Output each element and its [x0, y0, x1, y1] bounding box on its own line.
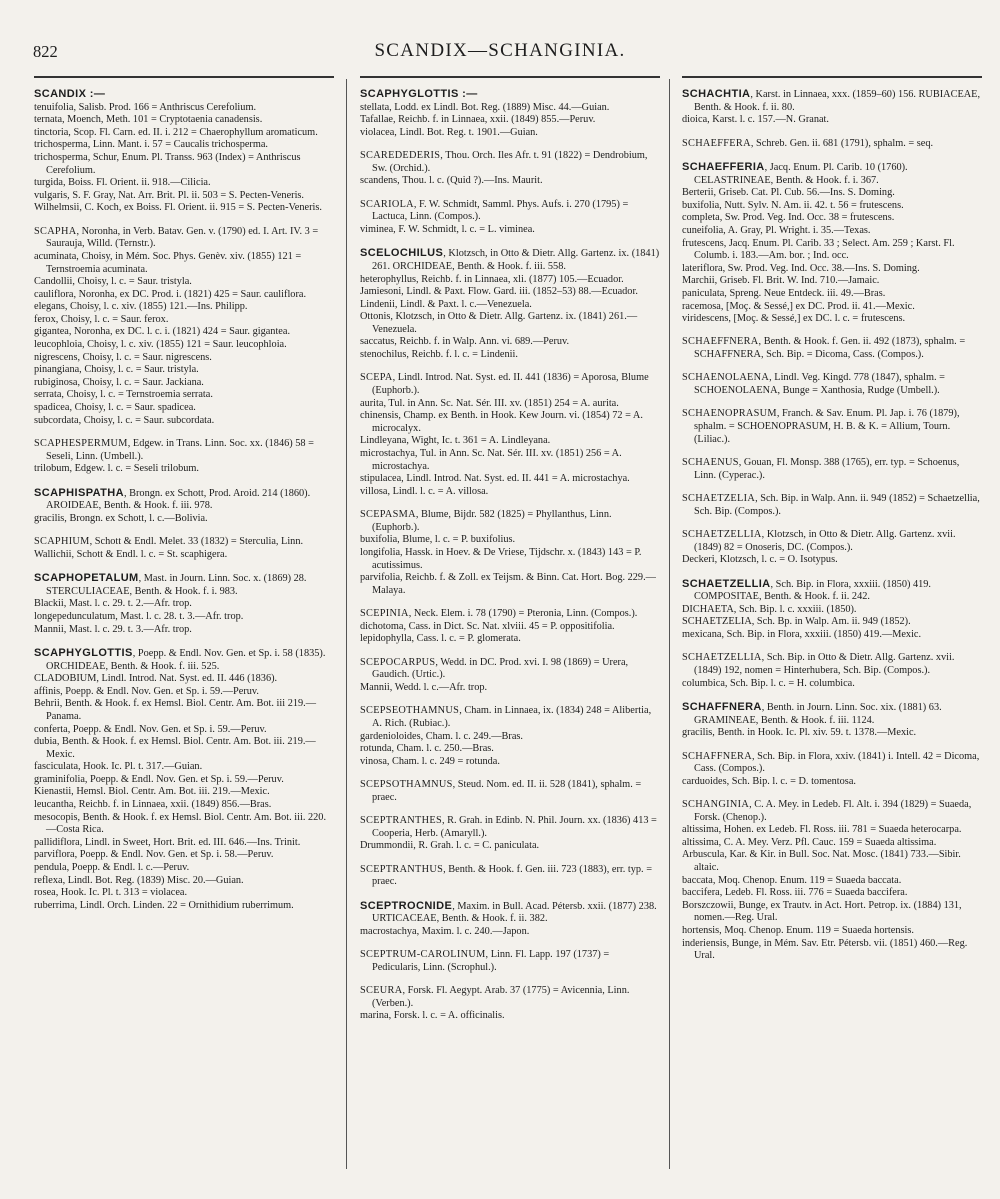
column-2	[360, 88, 660, 1034]
species-line: buxifolia, Nutt. Sylv. N. Am. ii. 42. t. 56 = frutescens.	[682, 199, 904, 211]
species-line: ferox, Choisy, l. c. = Saur. ferox.	[34, 313, 169, 325]
entry-citation: , Cham. in Linnaea, ix. (1834) 248 = Alibertia, A. Rich. (Rubiac.).	[372, 705, 652, 729]
entry-headword: SCANDIX :—	[34, 88, 106, 100]
entry-headword: SCHAEFFNERA	[682, 336, 759, 348]
entry-head	[682, 700, 982, 727]
species-line: gigantea, Noronha, ex DC. l. c. i. (1821) 424 = Saur. gigantea.	[34, 326, 291, 338]
species-line: serrata, Choisy, l. c. = Ternstroemia serrata.	[34, 389, 213, 401]
entry-citation: , C. A. Mey. in Ledeb. Fl. Alt. i. 394 (1829) = Suaeda, Forsk. (Chenop.).	[694, 799, 972, 823]
species-line: marina, Forsk. l. c. = A. officinalis.	[360, 1010, 505, 1022]
species-line: trichosperma, Schur, Enum. Pl. Transs. 963 (Index) = Anthriscus Cerefolium.	[34, 151, 301, 176]
entry-head	[682, 750, 982, 776]
entry-head	[682, 336, 982, 361]
entry-head	[682, 799, 982, 824]
dictionary-entry	[360, 815, 660, 853]
species-line: altissima, Hohen. ex Ledeb. Fl. Ross. iii. 781 = Suaeda heterocarpa.	[682, 824, 962, 836]
species-line: rosea, Hook. Ic. Pl. t. 313 = violacea.	[34, 887, 188, 899]
running-head: SCANDIX—SCHANGINIA.	[374, 40, 626, 61]
entry-headword: SCEPSOTHAMNUS	[360, 779, 453, 791]
entry-head	[682, 408, 982, 446]
header-rule-right	[682, 76, 982, 78]
species-line: violacea, Lindl. Bot. Reg. t. 1901.—Guian.	[360, 126, 538, 138]
species-line: lepidophylla, Cass. l. c. = P. glomerata.	[360, 633, 521, 645]
entry-headword: SCAPHYGLOTTIS	[34, 646, 133, 659]
entry-citation: , Noronha, in Verb. Batav. Gen. v. (1790) ed. I. Art. IV. 3 = Saurauja, Willd. (Ternstr.).	[46, 225, 319, 250]
species-line: dichotoma, Cass. in Dict. Sc. Nat. xlviii. 45 = P. oppositifolia.	[360, 620, 615, 632]
species-line: cuneifolia, A. Gray, Pl. Wright. i. 35.—Texas.	[682, 224, 871, 236]
species-line: Deckeri, Klotzsch, l. c. = O. Isotypus.	[682, 554, 838, 566]
dictionary-entry	[360, 608, 660, 646]
entry-citation: , Benth. & Hook. f. Gen. ii. 492 (1873), sphalm. = SCHAFFNERA, Sch. Bip. = Dicoma, Cass. (Compos.).	[694, 336, 966, 361]
entry-head	[360, 150, 660, 175]
dictionary-entry	[360, 247, 660, 361]
dictionary-entry	[34, 536, 334, 561]
entry-citation: , Forsk. Fl. Aegypt. Arab. 37 (1775) = Avicennia, Linn. (Verben.).	[372, 985, 630, 1009]
species-line: conferta, Poepp. & Endl. Nov. Gen. et Sp. i. 59.—Peruv.	[34, 723, 267, 735]
species-line: Lindleyana, Wight, Ic. t. 361 = A. Lindleyana.	[360, 435, 551, 447]
entry-headword: SCAPHA	[34, 225, 77, 237]
species-line: Blackii, Mast. l. c. 29. t. 2.—Afr. trop.	[34, 598, 192, 610]
page-header	[0, 38, 1000, 68]
entry-headword: SCAPHYGLOTTIS :—	[360, 88, 478, 100]
dictionary-entry	[34, 647, 334, 912]
entry-citation: , Lindl. Veg. Kingd. 778 (1847), sphalm. = SCHOENOLAENA, Bunge = Xanthosia, Rudge (Umbell.).	[694, 372, 945, 397]
entry-citation: , Sch. Bip. in Flora, xxxiii. (1850) 419. COMPOSITAE, Benth. & Hook. f. ii. 242.	[694, 578, 931, 603]
entry-headword: SCELOCHILUS	[360, 247, 444, 260]
entry-head	[360, 656, 660, 682]
species-line: Jamiesoni, Lindl. & Paxt. Flow. Gard. iii. (1852–53) 88.—Ecuador.	[360, 286, 638, 298]
species-line: buxifolia, Blume, l. c. = P. buxifolius.	[360, 534, 516, 546]
entry-citation: , R. Grah. in Edinb. N. Phil. Journ. xx. (1836) 413 = Cooperia, Herb. (Amaryll.).	[372, 815, 657, 839]
entry-head	[682, 137, 982, 151]
species-line: mesocopis, Benth. & Hook. f. ex Hemsl. Biol. Centr. Am. Bot. iii. 220.—Costa Rica.	[34, 811, 327, 836]
species-line: Candollii, Choisy, l. c. = Saur. tristyla.	[34, 276, 192, 288]
dictionary-entry	[360, 900, 660, 939]
dictionary-entry	[682, 161, 982, 326]
species-line: macrostachya, Maxim. l. c. 240.—Japon.	[360, 925, 530, 937]
species-line: chinensis, Champ. ex Benth. in Hook. Kew Journ. vi. (1854) 72 = A. microcalyx.	[360, 410, 643, 434]
entry-headword: SCAPHESPERMUM	[34, 438, 128, 450]
species-line: ternata, Moench, Meth. 101 = Cryptotaenia canadensis.	[34, 114, 263, 126]
entry-citation: , Klotzsch, in Otto & Dietr. Allg. Gartenz. ix. (1841) 261. ORCHIDEAE, Benth. & Hook. f. iii. 558.	[372, 248, 660, 272]
column-divider	[346, 79, 347, 1169]
entry-headword: SCHAETZELLIA	[682, 652, 762, 664]
entry-citation: , Poepp. & Endl. Nov. Gen. et Sp. i. 58 (1835). ORCHIDEAE, Benth. & Hook. f. iii. 525.	[46, 647, 326, 672]
entry-citation: , F. W. Schmidt, Samml. Phys. Aufs. i. 270 (1795) = Lactuca, Linn. (Compos.).	[372, 198, 629, 223]
dictionary-entry	[682, 88, 982, 127]
entry-headword: SCHANGINIA	[682, 799, 750, 811]
species-line: pinangiana, Choisy, l. c. = Saur. tristyla.	[34, 364, 199, 376]
entry-citation: , Lindl. Introd. Nat. Syst. ed. II. 441 (1836) = Aporosa, Blume (Euphorb.).	[372, 372, 649, 397]
species-line: baccata, Moq. Chenop. Enum. 119 = Suaeda baccata.	[682, 874, 902, 886]
species-line: tenuifolia, Salisb. Prod. 166 = Anthriscus Cerefolium.	[34, 101, 257, 113]
entry-head	[34, 88, 334, 102]
species-line: pendula, Poepp. & Endl. l. c.—Peruv.	[34, 862, 190, 874]
entry-citation: , Brongn. ex Schott, Prod. Aroid. 214 (1860). AROIDEAE, Benth. & Hook. f. iii. 978.	[46, 487, 311, 512]
entry-headword: SCAPHIUM	[34, 536, 90, 548]
column-1	[34, 88, 334, 923]
species-line: viridescens, [Moç. & Sessé,] ex DC. l. c. = frutescens.	[682, 313, 906, 325]
species-line: ruberrima, Lindl. Orch. Linden. 22 = Ornithidium ruberrimum.	[34, 899, 294, 911]
species-line: Wallichii, Schott & Endl. l. c. = St. scaphigera.	[34, 548, 228, 560]
species-line: baccifera, Ledeb. Fl. Ross. iii. 776 = Suaeda baccifera.	[682, 887, 908, 899]
entry-head	[682, 493, 982, 518]
entry-headword: SCEPTRANTHUS	[360, 863, 444, 875]
header-rule-left	[34, 76, 334, 78]
dictionary-entry	[682, 336, 982, 361]
entry-headword: SCEPASMA	[360, 509, 416, 521]
entry-head	[360, 198, 660, 224]
entry-citation: , Gouan, Fl. Monsp. 388 (1765), err. typ. = Schoenus, Linn. (Cyperac.).	[694, 457, 960, 481]
column-divider	[669, 79, 670, 1169]
species-line: elegans, Choisy, l. c. xiv. (1855) 121.—Ins. Philipp.	[34, 301, 248, 313]
species-line: Ottonis, Klotzsch, in Otto & Dietr. Allg. Gartenz. ix. (1841) 261.—Venezuela.	[360, 311, 638, 335]
dictionary-entry	[682, 138, 982, 151]
dictionary-entry	[360, 779, 660, 804]
entry-headword: SCHAENOPRASUM	[682, 408, 777, 420]
entry-citation: , Thou. Orch. Iles Afr. t. 91 (1822) = Dendrobium, Sw. (Orchid.).	[372, 150, 648, 174]
entry-citation: , Blume, Bijdr. 582 (1825) = Phyllanthus, Linn. (Euphorb.).	[372, 509, 612, 533]
entry-head	[34, 486, 334, 513]
species-line: inderiensis, Bunge, in Mém. Sav. Etr. Pétersb. vii. (1851) 460.—Reg. Ural.	[682, 937, 968, 962]
entry-headword: SCHAEFFERA	[682, 137, 751, 149]
species-line: longepedunculatum, Mast. l. c. 28. t. 3.—Afr. trop.	[34, 610, 244, 622]
species-line: nigrescens, Choisy, l. c. = Saur. nigrescens.	[34, 351, 212, 363]
species-line: CLADOBIUM, Lindl. Introd. Nat. Syst. ed. II. 446 (1836).	[34, 673, 278, 685]
species-line: scandens, Thou. l. c. (Quid ?).—Ins. Maurit.	[360, 175, 543, 187]
dictionary-entry	[34, 572, 334, 636]
entry-headword: SCEPA	[360, 372, 393, 384]
entry-headword: SCEPTRANTHES	[360, 815, 442, 827]
entry-headword: SCEPTRUM-CAROLINUM	[360, 949, 486, 961]
species-line: gracilis, Brongn. ex Schott, l. c.—Bolivia.	[34, 512, 208, 524]
entry-headword: SCHAENUS	[682, 457, 739, 469]
dictionary-entry	[682, 751, 982, 789]
entry-headword: SCHAENOLAENA	[682, 372, 770, 384]
entry-headword: SCHAETZELLIA	[682, 529, 762, 540]
species-line: lateriflora, Sw. Prod. Veg. Ind. Occ. 38.—Ins. S. Doming.	[682, 262, 920, 274]
species-line: Borszczowii, Bunge, ex Trautv. in Act. Hort. Petrop. ix. (1884) 131, nomen.—Reg. Ural.	[682, 899, 962, 924]
species-line: rotunda, Cham. l. c. 250.—Bras.	[360, 743, 494, 755]
species-line: affinis, Poepp. & Endl. Nov. Gen. et Sp. i. 59.—Peruv.	[34, 685, 259, 697]
species-line: fasciculata, Hook. Ic. Pl. t. 317.—Guian.	[34, 761, 203, 773]
entry-head	[360, 863, 660, 889]
species-line: acuminata, Choisy, in Mém. Soc. Phys. Genèv. xiv. (1855) 121 = Ternstroemia acuminata.	[34, 250, 302, 275]
dictionary-entry	[34, 226, 334, 428]
entry-headword: SCHAFFNERA	[682, 700, 762, 713]
species-line: saccatus, Reichb. f. in Walp. Ann. vi. 689.—Peruv.	[360, 336, 570, 348]
column-3	[682, 88, 982, 974]
entry-citation: , Sch. Bip. in Walp. Ann. ii. 949 (1852) = Schaetzellia, Sch. Bip. (Compos.).	[694, 493, 980, 517]
header-rule-middle	[360, 76, 660, 78]
species-line: Berterii, Griseb. Cat. Pl. Cub. 56.—Ins. S. Doming.	[682, 187, 895, 199]
entry-headword: SCHAFFNERA	[682, 750, 752, 762]
species-line: altissima, C. A. Mey. Verz. Pfl. Cauc. 159 = Suaeda altissima.	[682, 836, 937, 848]
entry-citation: , Neck. Elem. i. 78 (1790) = Pteronia, Linn. (Compos.).	[408, 608, 638, 620]
species-line: Behrii, Benth. & Hook. f. ex Hemsl. Biol. Centr. Am. Bot. iii 219.—Panama.	[34, 698, 317, 722]
entry-head	[360, 899, 660, 926]
entry-head	[360, 509, 660, 534]
dictionary-entry	[360, 150, 660, 188]
entry-head	[682, 652, 982, 677]
species-line: Wilhelmsii, C. Koch, ex Boiss. Fl. Orient. ii. 915 = S. Pecten-Veneris.	[34, 202, 322, 214]
dictionary-entry	[682, 578, 982, 642]
species-line: gracilis, Benth. in Hook. Ic. Pl. xiv. 59. t. 1378.—Mexic.	[682, 727, 917, 739]
dictionary-entry	[360, 199, 660, 237]
species-line: trilobum, Edgew. l. c. = Seseli trilobum.	[34, 463, 200, 475]
entry-headword: SCEPINIA	[360, 608, 409, 620]
dictionary-entry	[360, 657, 660, 695]
species-line: mexicana, Sch. Bip. in Flora, xxxiii. (1850) 419.—Mexic.	[682, 628, 922, 640]
species-line: hortensis, Moq. Chenop. Enum. 119 = Suaeda hortensis.	[682, 925, 914, 937]
species-line: trichosperma, Linn. Mant. i. 57 = Caucalis trichosperma.	[34, 139, 268, 151]
entry-head	[682, 577, 982, 604]
entry-citation: , Maxim. in Bull. Acad. Pétersb. xxii. (1877) 238. URTICACEAE, Benth. & Hook. f. ii. 382.	[372, 900, 657, 925]
species-line: completa, Sw. Prod. Veg. Ind. Occ. 38 = frutescens.	[682, 212, 895, 224]
dictionary-entry	[34, 438, 334, 476]
entry-citation: , Mast. in Journ. Linn. Soc. x. (1869) 28. STERCULIACEAE, Benth. & Hook. f. i. 983.	[46, 573, 307, 597]
entry-citation: , Franch. & Sav. Enum. Pl. Jap. i. 76 (1879), sphalm. = SCHOENOPRASUM, H. B. & K. = Allium, Tourn. (Liliac.).	[694, 408, 960, 445]
species-line: dubia, Benth. & Hook. f. ex Hemsl. Biol. Centr. Am. Bot. iii. 219.—Mexic.	[34, 736, 316, 760]
entry-head	[360, 815, 660, 840]
species-line: turgida, Boiss. Fl. Orient. ii. 918.—Cilicia.	[34, 177, 211, 189]
dictionary-entry	[682, 372, 982, 397]
entry-headword: SCHAEFFERIA	[682, 160, 765, 173]
species-line: stipulacea, Lindl. Introd. Nat. Syst. ed. II. 441 = A. microstachya.	[360, 473, 630, 485]
species-line: tinctoria, Scop. Fl. Carn. ed. II. i. 212 = Chaerophyllum aromaticum.	[34, 126, 318, 138]
entry-citation: , Steud. Nom. ed. II. ii. 528 (1841), sphalm. = praec.	[372, 779, 642, 803]
dictionary-entry	[682, 408, 982, 446]
entry-citation: , Karst. in Linnaea, xxx. (1859–60) 156. RUBIACEAE, Benth. & Hook. f. ii. 80.	[694, 89, 981, 113]
species-line: carduoides, Sch. Bip. l. c. = D. tomentosa.	[682, 775, 856, 787]
dictionary-entry	[34, 88, 334, 215]
dictionary-entry	[360, 88, 660, 139]
entry-citation: , Sch. Bip. in Flora, xxiv. (1841) i. Intell. 42 = Dicoma, Cass. (Compos.).	[694, 750, 980, 775]
species-line: SCHAETZELIA, Sch. Bp. in Walp. Am. ii. 949 (1852).	[682, 616, 911, 628]
entry-headword: SCAREDEDERIS	[360, 150, 441, 162]
entry-citation: , Klotzsch, in Otto & Dietr. Allg. Gartenz. xvii. (1849) 82 = Onoseris, DC. (Compos.).	[694, 529, 956, 553]
entry-head	[360, 779, 660, 804]
entry-citation: , Sch. Bip. in Otto & Dietr. Allg. Gartenz. xvii. (1849) 192, nomen = Hinterhubera, Sch. Bip. (Compos.).	[694, 652, 955, 676]
dictionary-entry	[682, 529, 982, 567]
dictionary-entry	[360, 705, 660, 768]
dictionary-entry	[34, 487, 334, 526]
species-line: Lindenii, Lindl. & Paxt. l. c.—Venezuela.	[360, 298, 532, 310]
species-line: leucantha, Reichb. f. in Linnaea, xxii. (1849) 856.—Bras.	[34, 799, 272, 811]
entry-head	[682, 529, 982, 554]
entry-headword: SCAPHOPETALUM	[34, 572, 139, 585]
dictionary-entry	[682, 799, 982, 963]
entry-citation: , Benth. & Hook. f. Gen. iii. 723 (1883), err. typ. = praec.	[372, 863, 652, 888]
page-number: 822	[33, 42, 58, 61]
dictionary-entry	[360, 949, 660, 974]
species-line: spadicea, Choisy, l. c. = Saur. spadicea.	[34, 402, 196, 414]
entry-citation: , Schott & Endl. Melet. 33 (1832) = Sterculia, Linn.	[89, 536, 304, 548]
entry-head	[360, 949, 660, 974]
entry-citation: , Jacq. Enum. Pl. Carib. 10 (1760). CELASTRINEAE, Benth. & Hook. f. i. 367.	[694, 161, 908, 186]
species-line: Drummondii, R. Grah. l. c. = C. paniculata.	[360, 840, 540, 852]
entry-head	[34, 536, 334, 549]
species-line: paniculata, Spreng. Neue Entdeck. iii. 49.—Bras.	[682, 287, 886, 299]
species-line: leucophloia, Choisy, l. c. xiv. (1855) 121 = Saur. leucophloia.	[34, 339, 287, 351]
dictionary-entry	[360, 985, 660, 1023]
entry-head	[360, 372, 660, 397]
species-line: DICHAETA, Sch. Bip. l. c. xxxiii. (1850).	[682, 603, 857, 615]
species-line: racemosa, [Moç. & Sessé,] ex DC. Prod. ii. 41.—Mexic.	[682, 300, 915, 312]
species-line: reflexa, Lindl. Bot. Reg. (1839) Misc. 20.—Guian.	[34, 874, 244, 886]
species-line: vinosa, Cham. l. c. 249 = rotunda.	[360, 755, 500, 767]
entry-head	[682, 457, 982, 482]
species-line: Mannii, Wedd. l. c.—Afr. trop.	[360, 681, 488, 693]
species-line: Mannii, Mast. l. c. 29. t. 3.—Afr. trop.	[34, 623, 192, 635]
entry-head	[360, 88, 660, 102]
entry-citation: , Schreb. Gen. ii. 681 (1791), sphalm. = seq.	[750, 137, 934, 149]
species-line: columbica, Sch. Bip. l. c. = H. columbica.	[682, 677, 855, 689]
species-line: stenochilus, Reichb. f. l. c. = Lindenii.	[360, 349, 518, 361]
species-line: vulgaris, S. F. Gray, Nat. Arr. Brit. Pl. ii. 503 = S. Pecten-Veneris.	[34, 189, 305, 201]
species-line: aurita, Tul. in Ann. Sc. Nat. Sér. III. xv. (1851) 254 = A. aurita.	[360, 397, 619, 409]
entry-head	[34, 572, 334, 598]
species-line: subcordata, Choisy, l. c. = Saur. subcordata.	[34, 414, 215, 426]
dictionary-entry	[360, 372, 660, 498]
entry-head	[682, 372, 982, 397]
entry-citation: , Edgew. in Trans. Linn. Soc. xx. (1846) 58 = Seseli, Linn. (Umbell.).	[46, 438, 314, 462]
entry-head	[682, 160, 982, 187]
species-line: microstachya, Tul. in Ann. Sc. Nat. Sér. III. xv. (1851) 256 = A. microstachya.	[360, 448, 622, 472]
entry-citation: , Wedd. in DC. Prod. xvi. I. 98 (1869) = Urera, Gaudich. (Urtic.).	[372, 656, 629, 681]
entry-head	[682, 88, 982, 114]
dictionary-entry	[682, 652, 982, 690]
entry-headword: SCHAETZELIA	[682, 493, 756, 505]
dictionary-entry	[682, 457, 982, 482]
species-line: parviflora, Poepp. & Endl. Nov. Gen. et Sp. i. 58.—Peruv.	[34, 849, 274, 861]
entry-citation: , Benth. in Journ. Linn. Soc. xix. (1881) 63. GRAMINEAE, Benth. & Hook. f. iii. 1124.	[694, 701, 942, 726]
entry-head	[34, 225, 334, 251]
dictionary-entry	[360, 509, 660, 597]
species-line: frutescens, Jacq. Enum. Pl. Carib. 33 ; Select. Am. 259 ; Karst. Fl. Columb. i. 183.—Am. bor. ; Ind. occ.	[682, 237, 955, 262]
dictionary-entry	[682, 701, 982, 740]
species-line: heterophyllus, Reichb. f. in Linnaea, xli. (1877) 105.—Ecuador.	[360, 273, 624, 285]
species-line: graminifolia, Poepp. & Endl. Nov. Gen. et Sp. i. 59.—Peruv.	[34, 773, 284, 785]
species-line: Tafallae, Reichb. f. in Linnaea, xxii. (1849) 855.—Peruv.	[360, 114, 596, 126]
species-line: pallidiflora, Lindl. in Sweet, Hort. Brit. ed. III. 646.—Ins. Trinit.	[34, 836, 301, 848]
species-line: Kienastii, Hemsl. Biol. Centr. Am. Bot. iii. 219.—Mexic.	[34, 786, 270, 798]
entry-headword: SCEPTROCNIDE	[360, 899, 453, 912]
entry-headword: SCARIOLA	[360, 198, 414, 210]
species-line: parvifolia, Reichb. f. & Zoll. ex Teijsm. & Binn. Cat. Hort. Bog. 229.—Malaya.	[360, 572, 656, 596]
dictionary-entry	[360, 864, 660, 889]
species-line: rubiginosa, Choisy, l. c. = Saur. Jackiana.	[34, 376, 204, 388]
entry-headword: SCAPHISPATHA	[34, 486, 124, 499]
species-line: stellata, Lodd. ex Lindl. Bot. Reg. (1889) Misc. 44.—Guian.	[360, 101, 610, 113]
entry-head	[360, 985, 660, 1010]
dictionary-entry	[682, 493, 982, 518]
entry-head	[360, 247, 660, 273]
entry-head	[34, 646, 334, 673]
species-line: gardenioloides, Cham. l. c. 249.—Bras.	[360, 730, 524, 742]
entry-head	[34, 438, 334, 463]
species-line: dioica, Karst. l. c. 157.—N. Granat.	[682, 114, 829, 126]
entry-headword: SCEURA	[360, 985, 403, 997]
entry-headword: SCHAETZELLIA	[682, 577, 771, 590]
entry-citation: , Linn. Fl. Lapp. 197 (1737) = Pedicularis, Linn. (Scrophul.).	[372, 949, 610, 973]
species-line: longifolia, Hassk. in Hoev. & De Vriese, Tijdschr. x. (1843) 143 = P. acutissimus.	[360, 546, 642, 571]
species-line: Arbuscula, Kar. & Kir. in Bull. Soc. Nat. Mosc. (1841) 733.—Sibir. altaic.	[682, 849, 961, 874]
species-line: villosa, Lindl. l. c. = A. villosa.	[360, 485, 489, 497]
entry-headword: SCEPSEOTHAMNUS	[360, 705, 460, 717]
entry-headword: SCEPOCARPUS	[360, 656, 436, 668]
species-line: viminea, F. W. Schmidt, l. c. = L. viminea.	[360, 223, 535, 235]
species-line: Marchii, Griseb. Fl. Brit. W. Ind. 710.—Jamaic.	[682, 275, 880, 287]
entry-headword: SCHACHTIA	[682, 88, 751, 100]
entry-head	[360, 705, 660, 730]
species-line: cauliflora, Noronha, ex DC. Prod. i. (1821) 425 = Saur. cauliflora.	[34, 288, 307, 300]
entry-head	[360, 608, 660, 621]
